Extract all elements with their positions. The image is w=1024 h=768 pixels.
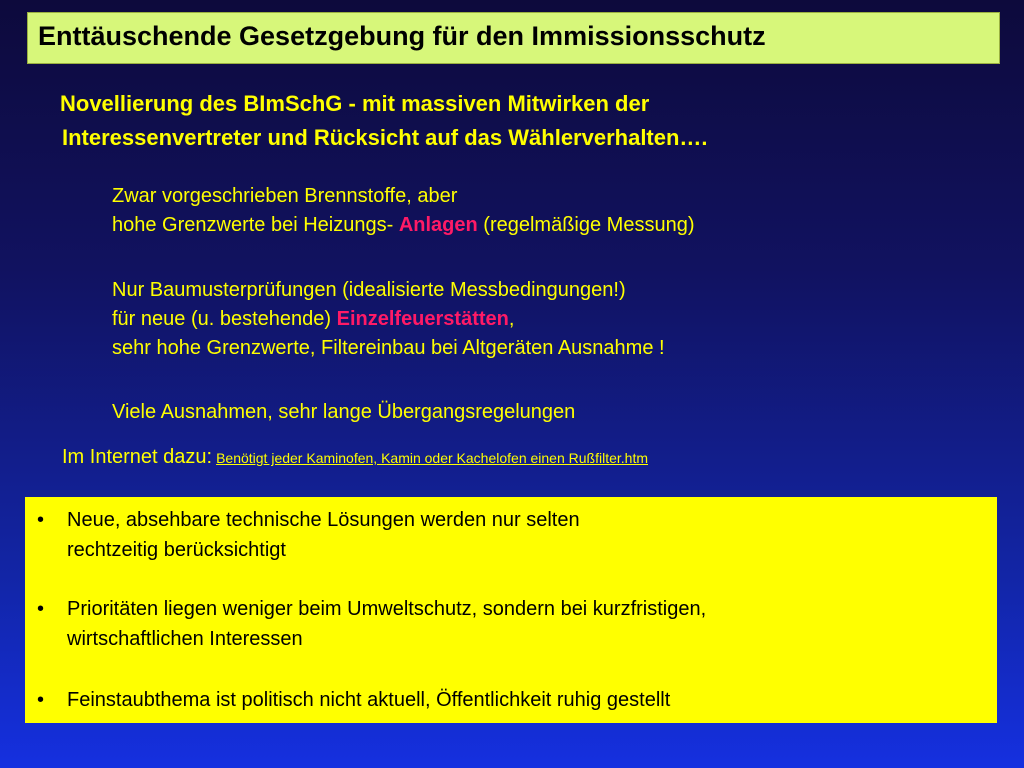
testing-line-1: Nur Baumusterprüfungen (idealisierte Messbedingungen!): [112, 279, 626, 301]
exceptions-line-1: Viele Ausnahmen, sehr lange Übergangsregelungen: [112, 401, 576, 423]
bullet-item: [37, 505, 580, 565]
intro-text: [60, 87, 708, 155]
fuels-line-2: [112, 211, 694, 240]
internet-reference: [62, 446, 648, 469]
fuels-line-2-post: (regelmäßige Messung): [477, 214, 695, 236]
intro-line-2: Interessenvertreter und Rücksicht auf das Wählerverhalten….: [62, 125, 708, 150]
testing-line-2: [112, 305, 665, 334]
bullet-item: [37, 594, 706, 654]
testing-line-2-post: ,: [508, 308, 515, 330]
testing-line-3: sehr hohe Grenzwerte, Filtereinbau bei Altgeräten Ausnahme !: [112, 337, 665, 359]
intro-line-1: Novellierung des BImSchG - mit massiven Mitwirken der: [60, 91, 650, 116]
bullet-1-line-2: rechtzeitig berücksichtigt: [67, 539, 286, 561]
bullet-3-line-1: Feinstaubthema ist politisch nicht aktuell, Öffentlichkeit ruhig gestellt: [67, 689, 671, 711]
bullet-symbol: •: [37, 509, 45, 531]
fuels-line-1: Zwar vorgeschrieben Brennstoffe, aber: [112, 185, 458, 207]
internet-link[interactable]: Benötigt jeder Kaminofen, Kamin oder Kachelofen einen Rußfilter.htm: [216, 450, 648, 466]
highlight-anlagen: Anlagen: [398, 214, 478, 236]
conclusion-box: [25, 497, 997, 723]
paragraph-exceptions: [112, 398, 575, 427]
paragraph-fuels: [112, 182, 694, 240]
bullet-symbol: •: [37, 689, 45, 711]
fuels-line-2-pre: hohe Grenzwerte bei Heizungs-: [112, 214, 399, 236]
testing-line-2-pre: für neue (u. bestehende): [112, 308, 337, 330]
bullet-2-line-1: Prioritäten liegen weniger beim Umweltschutz, sondern bei kurzfristigen,: [67, 598, 707, 620]
bullet-symbol: •: [37, 598, 45, 620]
slide-title: Enttäuschende Gesetzgebung für den Immissionsschutz: [38, 21, 766, 51]
highlight-einzelfeuerstaetten: Einzelfeuerstätten: [336, 308, 509, 330]
bullet-1-line-1: Neue, absehbare technische Lösungen werden nur selten: [67, 509, 580, 531]
bullet-item: [37, 685, 670, 715]
title-box: [27, 12, 1000, 64]
internet-label: Im Internet dazu:: [62, 446, 213, 468]
bullet-2-line-2: wirtschaftlichen Interessen: [67, 628, 303, 650]
paragraph-type-testing: [112, 276, 665, 363]
